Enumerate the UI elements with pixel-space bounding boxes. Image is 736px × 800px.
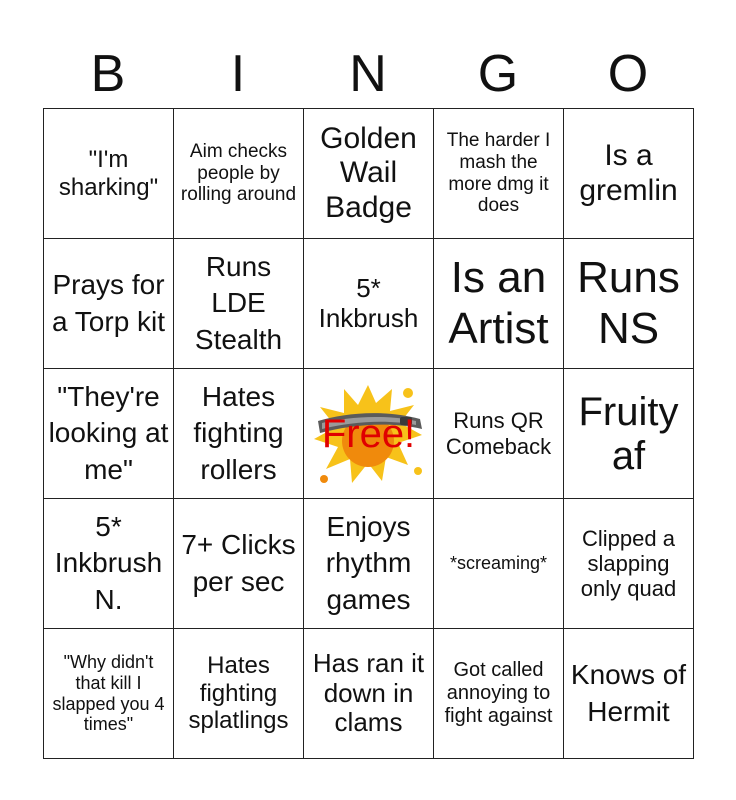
cell-text: Hates fighting rollers — [193, 380, 284, 485]
cell-text: 5* Inkbrush — [318, 272, 419, 333]
cell-text: Knows of Hermit — [570, 659, 687, 727]
cell-text: Is an Artist — [448, 252, 549, 353]
bingo-cell[interactable] — [174, 499, 304, 629]
cell-text: Clipped a slapping only quad — [580, 525, 677, 602]
header-letter-o: O — [607, 45, 649, 103]
cell-text: Aim checks people by rolling around — [180, 140, 297, 206]
bingo-cell[interactable] — [434, 499, 564, 629]
bingo-cell[interactable] — [174, 109, 304, 239]
bingo-cell[interactable] — [174, 369, 304, 499]
cell-text: Runs LDE Stealth — [194, 250, 283, 355]
bingo-cell[interactable] — [174, 239, 304, 369]
cell-text: "Why didn't that kill I slapped you 4 times" — [52, 652, 165, 735]
bingo-cell[interactable] — [434, 629, 564, 759]
cell-text: Fruity af — [578, 389, 679, 478]
bingo-cell[interactable] — [564, 239, 694, 369]
cell-text: Is a gremlin — [579, 139, 678, 207]
header-letter-n: N — [349, 45, 387, 103]
free-space-cell[interactable] — [304, 369, 434, 499]
bingo-cell[interactable] — [564, 369, 694, 499]
bingo-cell[interactable] — [564, 499, 694, 629]
bingo-cell[interactable] — [564, 629, 694, 759]
cell-text: The harder I mash the more dmg it does — [446, 129, 551, 217]
bingo-grid — [43, 108, 694, 759]
header-letter-g: G — [477, 45, 519, 103]
bingo-cell[interactable] — [304, 109, 434, 239]
cell-text: Golden Wail Badge — [320, 121, 417, 224]
cell-text: Prays for a Torp kit — [51, 269, 166, 337]
bingo-header — [43, 40, 693, 108]
cell-text: 7+ Clicks per sec — [181, 529, 296, 597]
bingo-cell[interactable] — [434, 369, 564, 499]
bingo-cell[interactable] — [434, 109, 564, 239]
bingo-cell[interactable] — [564, 109, 694, 239]
bingo-cell[interactable] — [44, 109, 174, 239]
free-space-label: Free! — [321, 411, 416, 456]
bingo-cell[interactable] — [44, 369, 174, 499]
cell-text: "They're looking at me" — [48, 380, 169, 485]
cell-text: "I'm sharking" — [58, 145, 159, 201]
bingo-cell[interactable] — [304, 499, 434, 629]
bingo-cell[interactable] — [44, 499, 174, 629]
cell-text: Runs NS — [577, 252, 680, 353]
cell-text: Has ran it down in clams — [312, 647, 425, 738]
bingo-cell[interactable] — [44, 239, 174, 369]
bingo-cell[interactable] — [44, 629, 174, 759]
bingo-cell[interactable] — [174, 629, 304, 759]
bingo-cell[interactable] — [304, 239, 434, 369]
bingo-cell[interactable] — [304, 629, 434, 759]
cell-text: Enjoys rhythm games — [325, 510, 412, 615]
cell-text: Got called annoying to fight against — [444, 659, 553, 727]
cell-text: *screaming* — [449, 553, 548, 574]
cell-text: 5* Inkbrush N. — [54, 510, 163, 615]
cell-text: Runs QR Comeback — [445, 408, 552, 459]
header-letter-b: B — [90, 45, 126, 103]
header-letter-i: I — [230, 45, 246, 103]
bingo-cell[interactable] — [434, 239, 564, 369]
cell-text: Hates fighting splatlings — [188, 652, 289, 735]
